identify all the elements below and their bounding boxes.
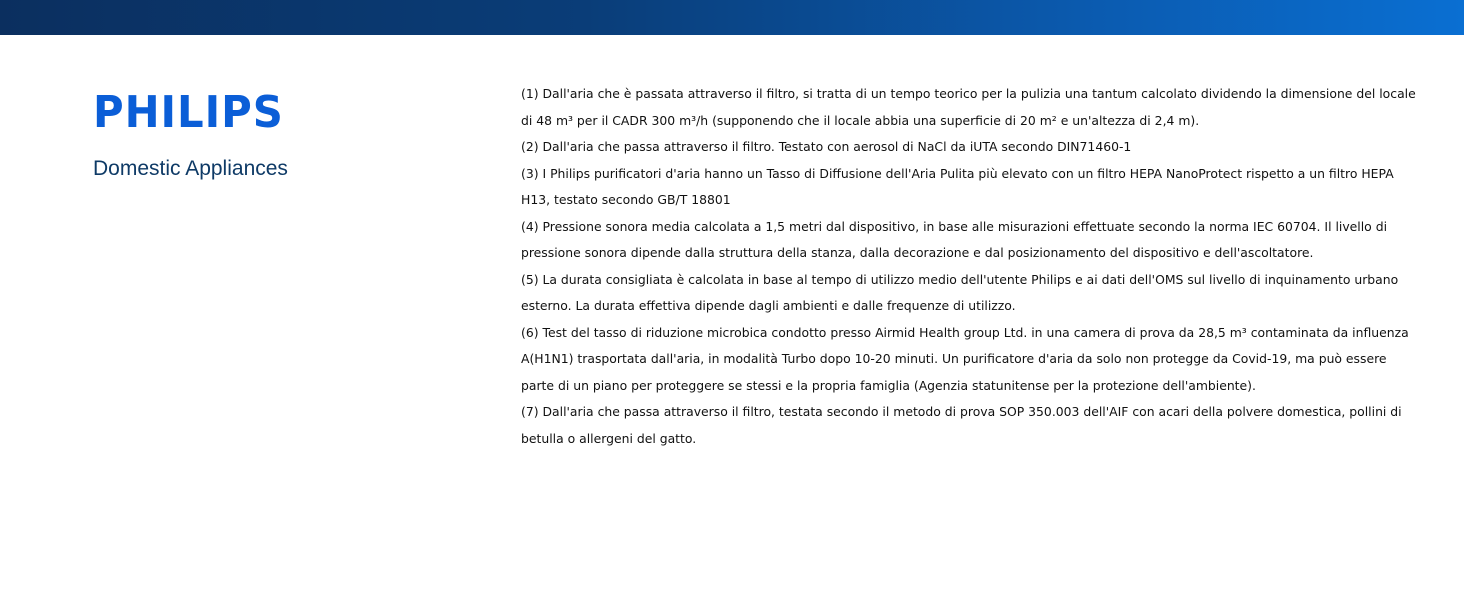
footnote-5: (5) La durata consigliata è calcolata in base al tempo di utilizzo medio dell'utente Philips e ai dati dell'OMS sul livello di inquinamento urbano esterno. La durata effettiva dipende dagli ambienti e dalle frequenze di utilizzo. [521,271,1399,313]
footnote-6: (6) Test del tasso di riduzione microbica condotto presso Airmid Health group Ltd. in una camera di prova da 28,5 m³ contaminata da influenza A(H1N1) trasportata dall'aria, in modalità Turbo dopo 10-20 minuti. Un purificatore d'aria da solo non protegge da Covid-19, ma può essere parte di un piano per proteggere se stessi e la propria famiglia (Agenzia statunitense per la protezione dell'ambiente). [521,324,1409,393]
footnote-7: (7) Dall'aria che passa attraverso il filtro, testata secondo il metodo di prova SOP 350.003 dell'AIF con acari della polvere domestica, pollini di betulla o allergeni del gatto. [521,404,1402,446]
top-gradient-band [0,0,1464,35]
footnotes-list [521,81,1421,452]
footnote-3: (3) I Philips purificatori d'aria hanno un Tasso di Diffusione dell'Aria Pulita più elevato con un filtro HEPA NanoProtect rispetto a un filtro HEPA H13, testato secondo GB/T 18801 [521,165,1394,207]
footnote-1: (1) Dall'aria che è passata attraverso il filtro, si tratta di un tempo teorico per la pulizia una tantum calcolato dividendo la dimensione del locale di 48 m³ per il CADR 300 m³/h (supponendo che il locale abbia una superficie di 20 m² e un'altezza di 2,4 m). [521,86,1416,128]
footnote-2: (2) Dall'aria che passa attraverso il filtro. Testato con aerosol di NaCl da iUTA secondo DIN71460-1 [521,139,1132,154]
footnote-4: (4) Pressione sonora media calcolata a 1,5 metri dal dispositivo, in base alle misurazioni effettuate secondo la norma IEC 60704. Il livello di pressione sonora dipende dalla struttura della stanza, dalla decorazione e dal posizionamento del dispositivo e dell'ascoltatore. [521,218,1388,260]
philips-logo: PHILIPS [93,87,284,138]
brand-subtitle: Domestic Appliances [93,157,288,180]
brand-block [93,88,423,182]
